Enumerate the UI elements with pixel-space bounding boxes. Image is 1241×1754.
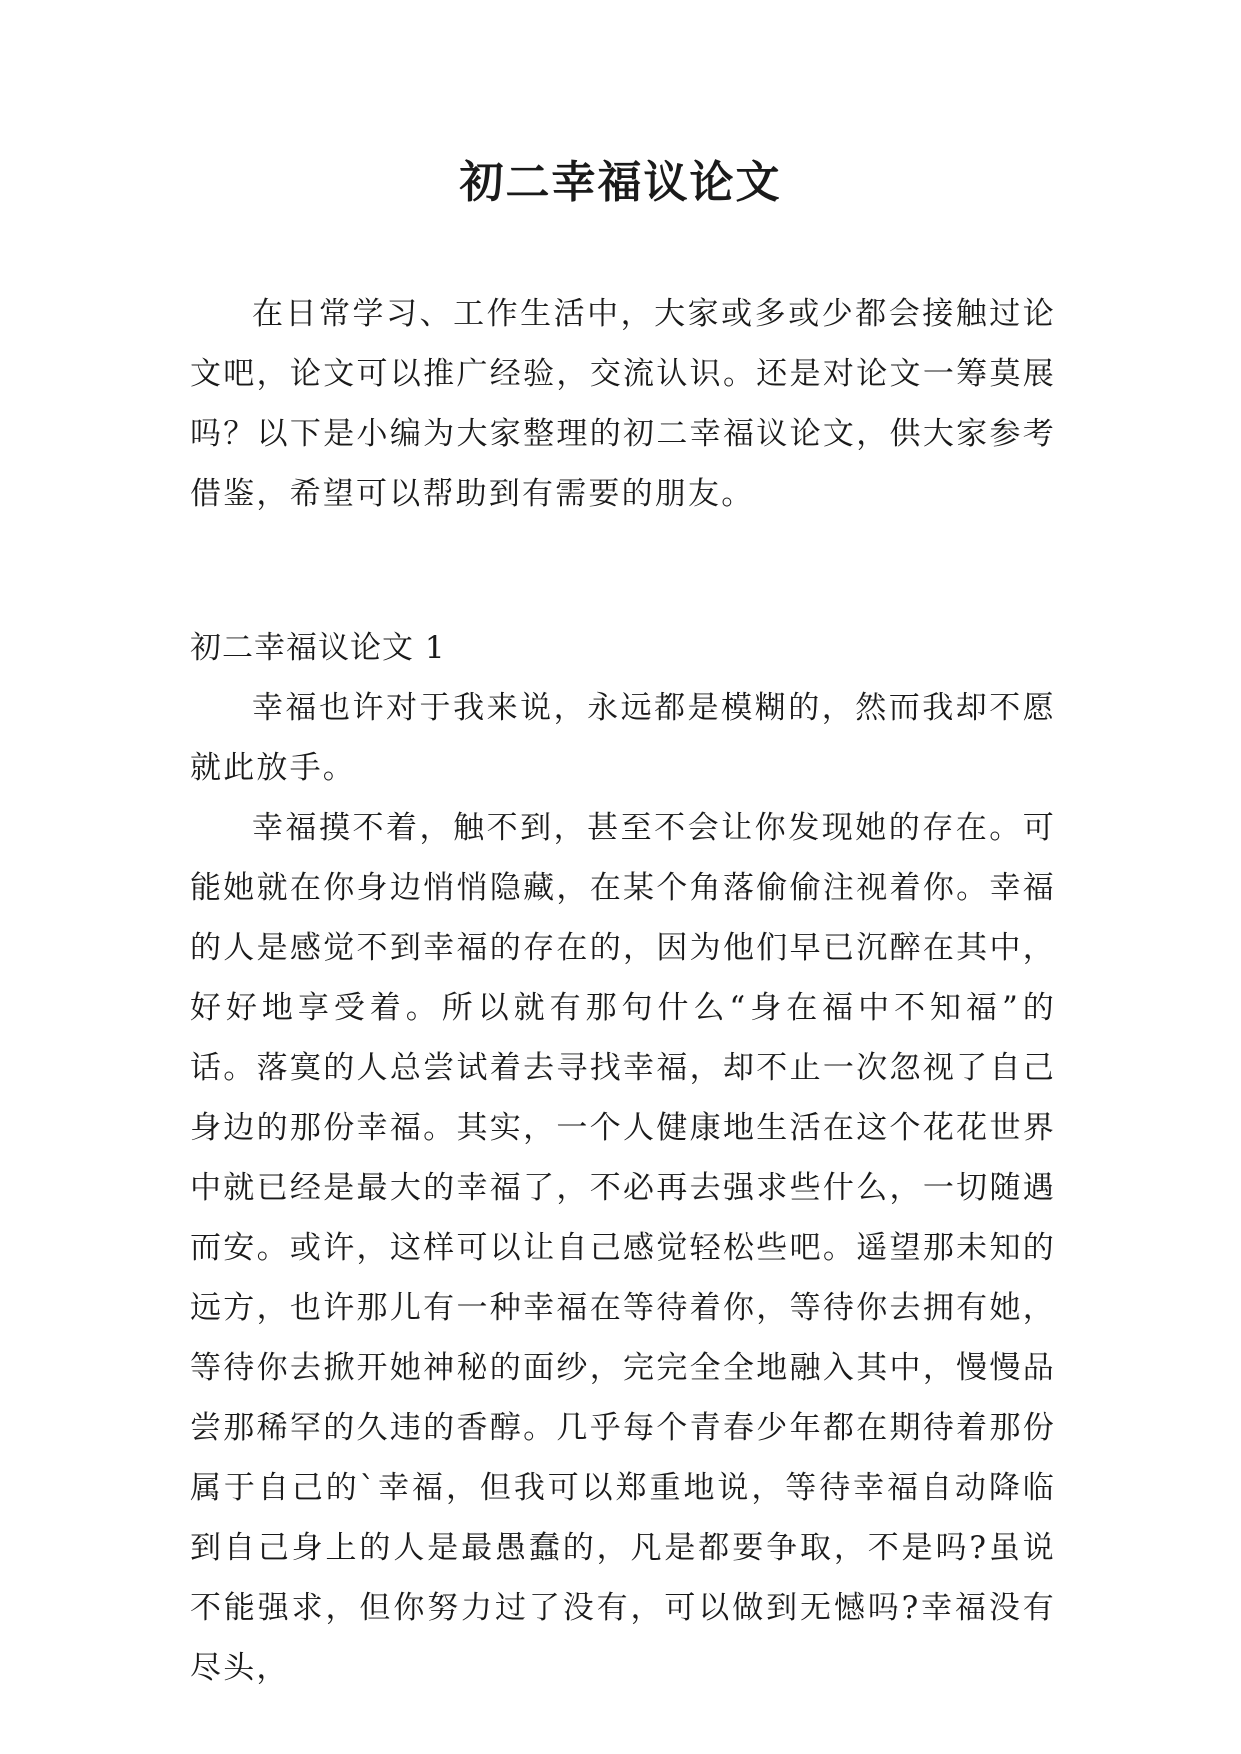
- intro-paragraph: 在日常学习、工作生活中，大家或多或少都会接触过论文吧，论文可以推广经验，交流认识。还是对论文一筹莫展吗？以下是小编为大家整理的初二幸福议论文，供大家参考借鉴，希望可以帮助到有需要的朋友。: [190, 296, 1056, 512]
- body-paragraph: 幸福摸不着，触不到，甚至不会让你发现她的存在。可能她就在你身边悄悄隐藏，在某个角落偷偷注视着你。幸福的人是感觉不到幸福的存在的，因为他们早已沉醉在其中，好好地享受着。所以就有那句什么“身在福中不知福”的话。落寞的人总尝试着去寻找幸福，却不止一次忽视了自己身边的那份幸福。其实，一个人健康地生活在这个花花世界中就已经是最大的幸福了，不必再去强求些什么，一切随遇而安。或许，这样可以让自己感觉轻松些吧。遥望那未知的远方，也许那儿有一种幸福在等待着你，等待你去拥有她，等待你去掀开她神秘的面纱，完完全全地融入其中，慢慢品尝那稀罕的久违的香醇。几乎每个青春少年都在期待着那份属于自己的`幸福，但我可以郑重地说，等待幸福自动降临到自己身上的人是最愚蠢的，凡是都要争取，不是吗?虽说不能强求，但你努力过了没有，可以做到无憾吗?幸福没有尽头，: [190, 810, 1056, 1686]
- section-heading: 初二幸福议论文 1: [190, 630, 446, 666]
- body-paragraph: 幸福也许对于我来说，永远都是模糊的，然而我却不愿就此放手。: [190, 690, 1056, 786]
- document-title: 初二幸福议论文: [459, 157, 782, 208]
- document-body: [190, 284, 1056, 1698]
